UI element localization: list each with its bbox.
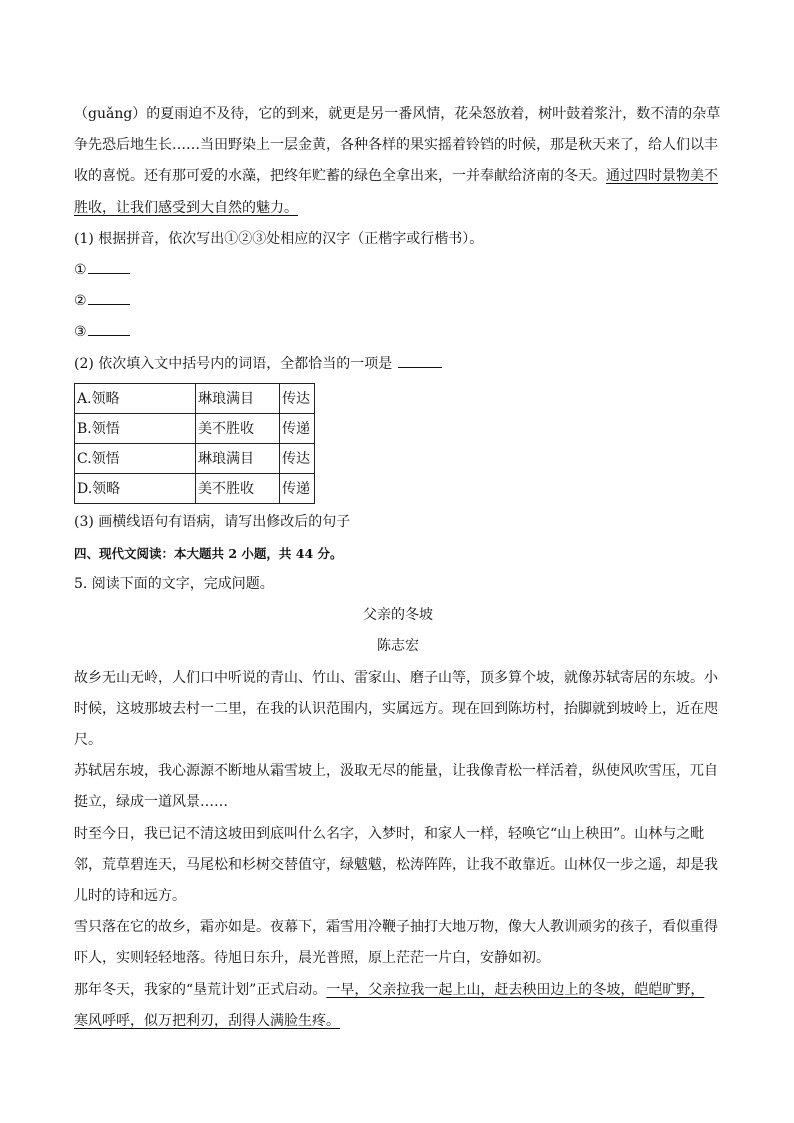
article-title: 父亲的冬坡 [363, 607, 433, 624]
article-line: 雪只落在它的故乡，霜亦如是。夜幕下，霜雪用冷鞭子抽打大地万物，像大人教训顽劣的孩子，看似重得 [74, 919, 718, 936]
article-line: 邻，荒草碧连天，马尾松和杉树交替值守，绿魃魃，松涛阵阵，让我不敢靠近。山林仅一步之遥，却是我 [74, 856, 718, 873]
article-line [74, 975, 722, 1006]
answer-blank[interactable] [398, 353, 442, 368]
passage-text: 收的喜悦。还有那可爱的水藻，把终年贮蓄的绿色全拿出来，一并奉献给济南的冬天。 [74, 168, 606, 185]
option-cell: 传递 [280, 473, 315, 503]
question-1-prompt: (1) 根据拼音，依次写出①②③处相应的汉字（正楷字或行楷书）。 [74, 230, 484, 247]
article-line: 时至今日，我已记不清这坡田到底叫什么名字，入梦时，和家人一样，轻唤它“山上秧田”。山林与之毗 [74, 825, 705, 842]
answer-blank[interactable] [88, 259, 130, 274]
option-cell: 传递 [280, 413, 315, 443]
option-cell: A.领略 [75, 383, 196, 413]
underlined-sentence: 一早，父亲拉我一起上山，赶去秧田边上的冬坡，皑皑旷野， [326, 981, 705, 998]
article-line: 苏轼居东坡，我心源源不断地从霜雪坡上，汲取无尽的能量，让我像青松一样活着，纵使风吹雪压，兀自 [74, 763, 718, 780]
option-cell: 美不胜收 [196, 473, 280, 503]
question-3-prompt: (3) 画横线语句有语病，请写出修改后的句子 [74, 513, 351, 530]
article-line: 儿时的诗和远方。 [74, 888, 186, 905]
article-line: 时候，这坡那坡去村一二里，在我的认识范围内，实属远方。现在回到陈坊村，抬脚就到坡岭上，近在咫 [74, 700, 718, 717]
passage-line: 争先恐后地生长……当田野染上一层金黄，各种各样的果实摇着铃铛的时候，那是秋天来了，给人们以丰 [74, 137, 718, 154]
article-text: 那年冬天，我家的“垦荒计划”正式启动。 [74, 981, 327, 998]
underlined-sentence: 通过四时景物美不 [606, 168, 718, 185]
answer-blank[interactable] [88, 321, 130, 336]
article-line: 挺立，绿成一道风景…… [74, 794, 228, 811]
answer-blank[interactable] [88, 290, 130, 305]
option-cell: B.领悟 [75, 413, 196, 443]
article-author: 陈志宏 [377, 638, 419, 655]
option-cell: 传达 [280, 383, 315, 413]
answer-item-2: ② [74, 286, 722, 317]
answer-item-3: ③ [74, 317, 722, 348]
document-page [74, 99, 722, 1037]
table-row [75, 473, 315, 503]
option-cell: D.领略 [75, 473, 196, 503]
underlined-sentence: 寒风呼呼，似万把利刃，刮得人满脸生疼。 [74, 1012, 340, 1029]
option-cell: 美不胜收 [196, 413, 280, 443]
option-cell: 琳琅满目 [196, 443, 280, 473]
section-heading: 四、现代文阅读：本大题共 2 小题，共 44 分。 [74, 546, 343, 562]
passage-line: （guǎng）的夏雨迫不及待，它的到来，就更是另一番风情，花朵怒放着，树叶鼓着浆汁，数不清的杂草 [74, 106, 721, 122]
question-2-prompt: (2) 依次填入文中括号内的词语，全都恰当的一项是 [74, 349, 722, 380]
underlined-sentence: 胜收，让我们感受到大自然的魅力。 [74, 199, 298, 216]
table-row [75, 443, 315, 473]
article-line: 故乡无山无岭，人们口中听说的青山、竹山、雷家山、磨子山等，顶多算个坡，就像苏轼寄居的东坡。小 [74, 669, 718, 686]
table-row [75, 383, 315, 413]
passage-line [74, 193, 722, 224]
question-5-prompt: 5. 阅读下面的文字，完成问题。 [74, 576, 274, 593]
passage-line [74, 161, 722, 192]
options-table [74, 383, 315, 504]
article-line: 尺。 [74, 732, 102, 749]
article-line [74, 1006, 722, 1037]
answer-item-1: ① [74, 255, 722, 286]
option-cell: C.领悟 [75, 443, 196, 473]
option-cell: 琳琅满目 [196, 383, 280, 413]
table-row [75, 413, 315, 443]
option-cell: 传达 [280, 443, 315, 473]
article-line: 吓人，实则轻轻地落。待旭日东升，晨光普照，原上茫茫一片白，安静如初。 [74, 950, 550, 967]
